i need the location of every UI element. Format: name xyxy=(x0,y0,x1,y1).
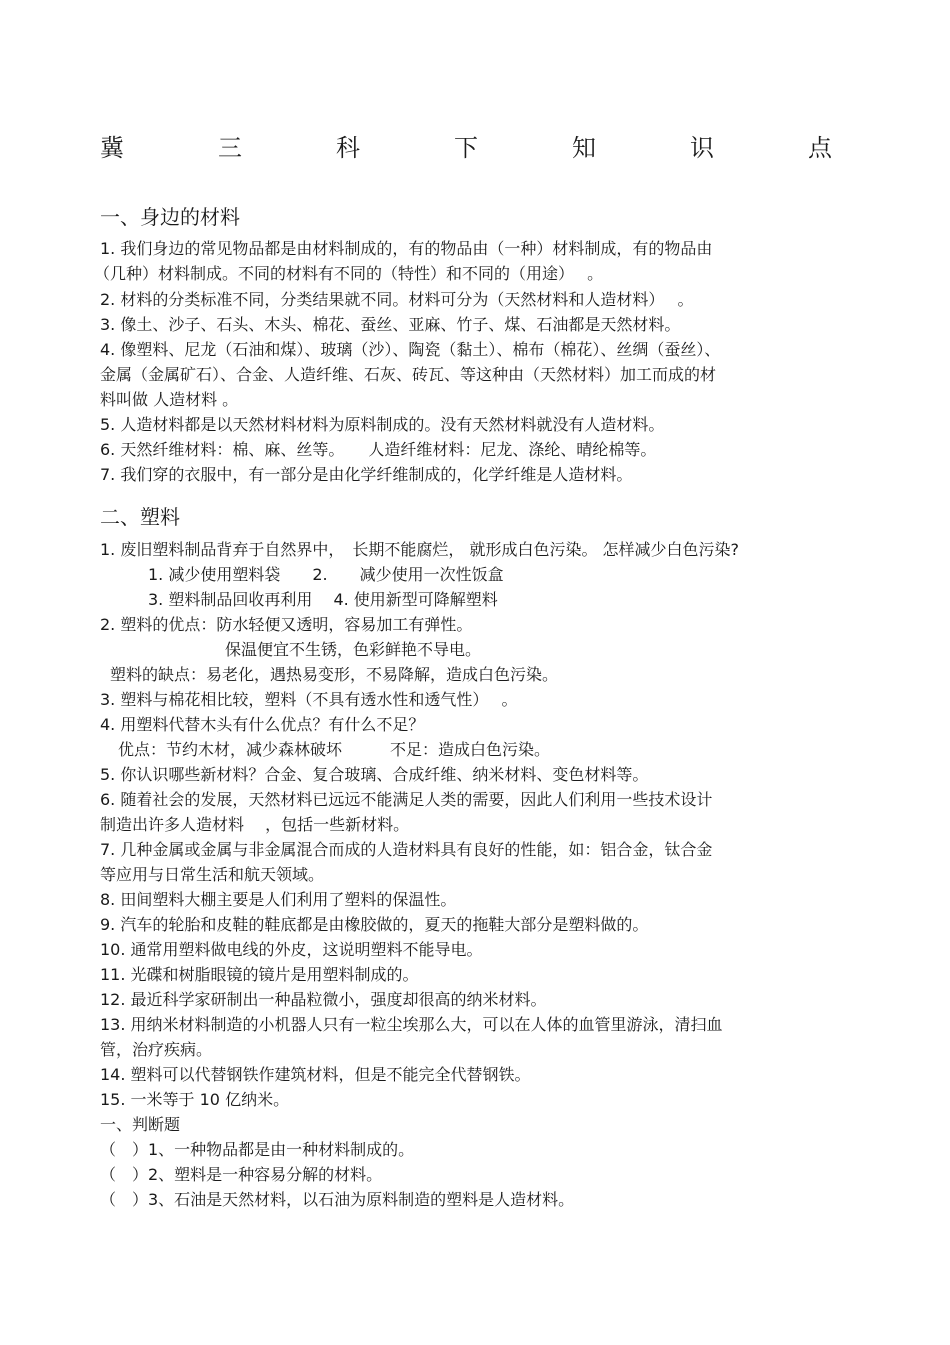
page-title xyxy=(100,128,832,163)
text-line: 2. 材料的分类标准不同，分类结果就不同。材料可分为（天然材料和人造材料） 。 xyxy=(100,290,694,309)
title-char: 三 xyxy=(218,134,242,162)
text-line: 4. 像塑料、尼龙（石油和煤）、玻璃（沙）、陶瓷（黏土）、棉布（棉花）、丝绸（蚕丝）、 xyxy=(100,340,721,359)
text-line: 4. 用塑料代替木头有什么优点？有什么不足？ xyxy=(100,715,425,734)
title-char: 科 xyxy=(336,134,360,162)
title-char: 冀 xyxy=(100,134,124,162)
text-line: 1. 我们身边的常见物品都是由材料制成的，有的物品由（一种）材料制成，有的物品由 xyxy=(100,239,713,258)
section-heading-true-false: 一、判断题 xyxy=(100,1115,181,1134)
question-item: （ ）3、石油是天然材料，以石油为原料制造的塑料是人造材料。 xyxy=(100,1190,575,1209)
text-line: 11. 光碟和树脂眼镜的镜片是用塑料制成的。 xyxy=(100,965,419,984)
text-line: 优点：节约木材，减少森林破坏 不足：造成白色污染。 xyxy=(118,740,551,759)
text-line: 10. 通常用塑料做电线的外皮，这说明塑料不能导电。 xyxy=(100,940,483,959)
text-line: （几种）材料制成。不同的材料有不同的（特性）和不同的（用途） 。 xyxy=(94,264,604,283)
text-line: 金属（金属矿石）、合金、人造纤维、石灰、砖瓦、等这种由（天然材料）加工而成的材 xyxy=(100,365,717,384)
text-line: 2. 塑料的优点：防水轻便又透明，容易加工有弹性。 xyxy=(100,615,473,634)
question-item: （ ）1、一种物品都是由一种材料制成的。 xyxy=(100,1140,415,1159)
text-line: 8. 田间塑料大棚主要是人们利用了塑料的保温性。 xyxy=(100,890,457,909)
text-line: 保温便宜不生锈，色彩鲜艳不导电。 xyxy=(225,640,482,659)
text-line: 制造出许多人造材料 ，包括一些新材料。 xyxy=(100,815,410,834)
text-line: 13. 用纳米材料制造的小机器人只有一粒尘埃那么大，可以在人体的血管里游泳，清扫血 xyxy=(100,1015,723,1034)
text-line: 9. 汽车的轮胎和皮鞋的鞋底都是由橡胶做的，夏天的拖鞋大部分是塑料做的。 xyxy=(100,915,649,934)
text-line: 5. 人造材料都是以天然材料材料为原料制成的。没有天然材料就没有人造材料。 xyxy=(100,415,665,434)
text-line: 1. 减少使用塑料袋 2. 减少使用一次性饭盒 xyxy=(148,565,504,584)
text-line: 3. 像土、沙子、石头、木头、棉花、蚕丝、亚麻、竹子、煤、石油都是天然材料。 xyxy=(100,315,681,334)
section-heading-plastics: 二、塑料 xyxy=(100,505,180,529)
text-line: 15. 一米等于 10 亿纳米。 xyxy=(100,1090,290,1109)
text-line: 3. 塑料制品回收再利用 4. 使用新型可降解塑料 xyxy=(148,590,498,609)
title-char: 识 xyxy=(690,134,714,162)
text-line: 5. 你认识哪些新材料？合金、复合玻璃、合成纤维、纳米材料、变色材料等。 xyxy=(100,765,649,784)
text-line: 1. 废旧塑料制品背弃于自然界中， 长期不能腐烂， 就形成白色污染。 怎样减少白色污染? xyxy=(100,540,740,559)
text-line: 7. 我们穿的衣服中，有一部分是由化学纤维制成的，化学纤维是人造材料。 xyxy=(100,465,633,484)
text-line: 14. 塑料可以代替钢铁作建筑材料，但是不能完全代替钢铁。 xyxy=(100,1065,531,1084)
title-char: 点 xyxy=(808,134,832,162)
text-line: 7. 几种金属或金属与非金属混合而成的人造材料具有良好的性能，如：铝合金，钛合金 xyxy=(100,840,713,859)
title-char: 知 xyxy=(572,134,596,162)
text-line: 管，治疗疾病。 xyxy=(100,1040,213,1059)
text-line: 塑料的缺点：易老化，遇热易变形，不易降解，造成白色污染。 xyxy=(110,665,559,684)
text-line: 6. 天然纤维材料：棉、麻、丝等。 人造纤维材料：尼龙、涤纶、晴纶棉等。 xyxy=(100,440,657,459)
text-line: 等应用与日常生活和航天领域。 xyxy=(100,865,325,884)
text-line: 12. 最近科学家研制出一种晶粒微小，强度却很高的纳米材料。 xyxy=(100,990,547,1009)
text-line: 6. 随着社会的发展，天然材料已远远不能满足人类的需要，因此人们利用一些技术设计 xyxy=(100,790,713,809)
text-line: 3. 塑料与棉花相比较，塑料（不具有透水性和透气性） 。 xyxy=(100,690,518,709)
text-line: 料叫做 人造材料 。 xyxy=(100,390,239,409)
title-char: 下 xyxy=(454,134,478,162)
section-heading-materials: 一、身边的材料 xyxy=(100,205,240,229)
question-item: （ ）2、塑料是一种容易分解的材料。 xyxy=(100,1165,383,1184)
